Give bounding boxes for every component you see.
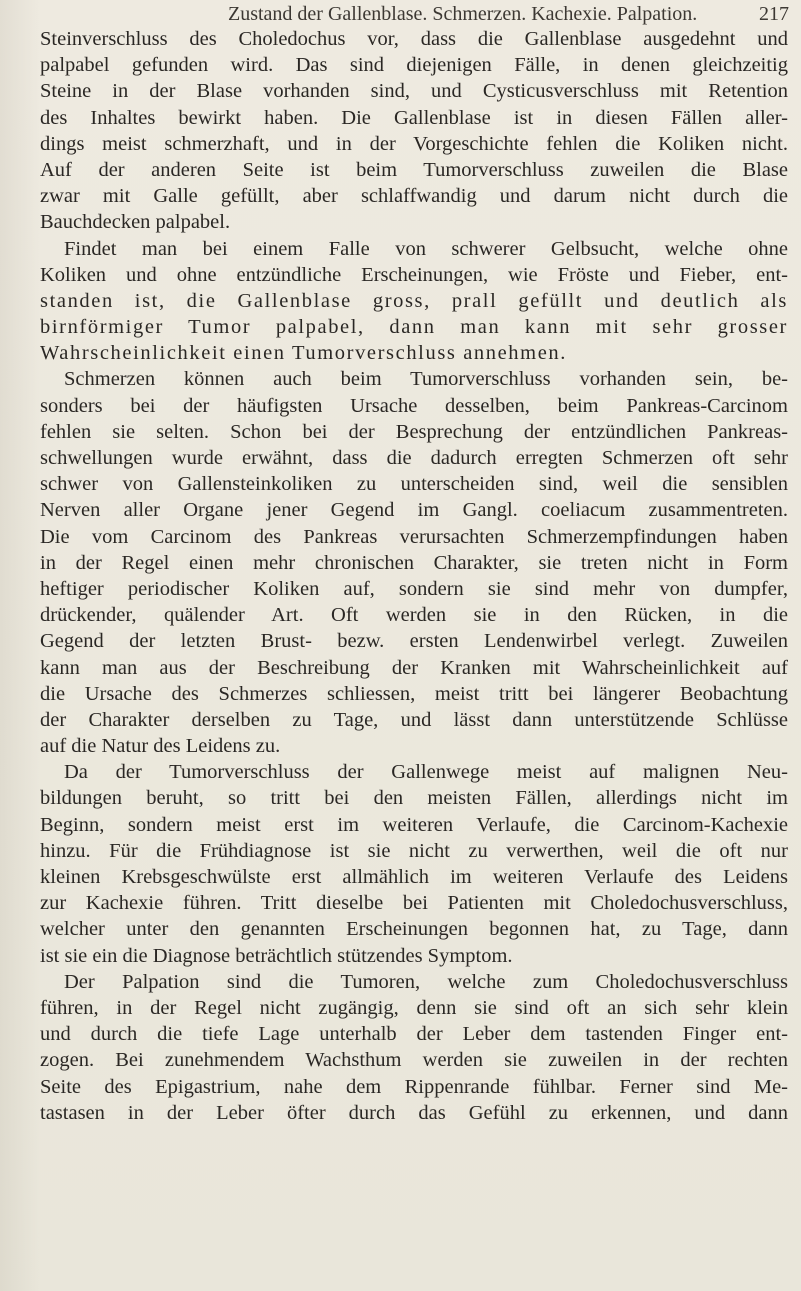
text-line: schwellungen wurde erwähnt, dass die dadurch erregten Schmerzen oft sehr <box>40 447 788 469</box>
text-line: ist sie ein die Diagnose beträchtlich stützendes Symptom. <box>40 944 513 967</box>
text-line: drückender, quälender Art. Oft werden sie in den Rücken, in die <box>40 604 788 627</box>
text-line: dings meist schmerzhaft, und in der Vorgeschichte fehlen die Koliken nicht. <box>40 132 788 155</box>
text-line: und durch die tiefe Lage unterhalb der Leber dem tastenden Finger ent- <box>40 1023 788 1046</box>
text-line: zogen. Bei zunehmendem Wachsthum werden sie zuweilen in der rechten <box>40 1049 788 1072</box>
text-line: führen, in der Regel nicht zugängig, denn sie sind oft an sich sehr klein <box>40 996 788 1019</box>
text-line: Bauchdecken palpabel. <box>40 211 231 234</box>
text-line: Auf der anderen Seite ist beim Tumorverschluss zuweilen die Blase <box>40 158 788 181</box>
text-line: Koliken und ohne entzündliche Erscheinungen, wie Fröste und Fieber, ent- <box>40 263 788 286</box>
text-line: standen ist, die Gallenblase gross, prall gefüllt und deutlich als <box>40 289 788 312</box>
text-line: palpabel gefunden wird. Das sind diejenigen Fälle, in denen gleichzeitig <box>40 54 788 77</box>
text-line: Beginn, sondern meist erst im weiteren Verlaufe, die Carcinom-Kachexie <box>40 813 788 836</box>
paragraph-first-line: Findet man bei einem Falle von schwerer Gelbsucht, welche ohne <box>64 237 788 260</box>
text-line: welcher unter den genannten Erscheinungen begonnen hat, zu Tage, dann <box>40 918 788 941</box>
text-line: Die vom Carcinom des Pankreas verursachten Schmerzempfindungen haben <box>40 525 788 548</box>
text-line: kleinen Krebsgeschwülste erst allmählich im weiteren Verlaufe des Leidens <box>40 866 788 888</box>
paragraph-first-line: Da der Tumorverschluss der Gallenwege meist auf malignen Neu- <box>64 761 788 784</box>
text-line: Steinverschluss des Choledochus vor, dass die Gallenblase ausgedehnt und <box>40 28 788 50</box>
text-line: Gegend der letzten Brust- bezw. ersten Lendenwirbel verlegt. Zuweilen <box>40 630 788 653</box>
text-line: der Charakter derselben zu Tage, und lässt dann unterstützende Schlüsse <box>40 708 788 731</box>
text-line: des Inhaltes bewirkt haben. Die Gallenblase ist in diesen Fällen aller- <box>40 106 788 129</box>
running-head-title: Zustand der Gallenblase. Schmerzen. Kachexie. Palpation. <box>228 3 698 25</box>
text-line: heftiger periodischer Koliken auf, sondern sie sind mehr von dumpfer, <box>40 577 788 600</box>
body-text <box>40 26 788 1126</box>
text-line: schwer von Gallensteinkoliken zu unterscheiden sind, weil die sensiblen <box>40 473 788 496</box>
text-line: sonders bei der häufigsten Ursache desselben, beim Pankreas-Carcinom <box>40 394 788 417</box>
text-line: tastasen in der Leber öfter durch das Gefühl zu erkennen, und dann <box>40 1101 788 1124</box>
text-line: fehlen sie selten. Schon bei der Besprechung der entzündlichen Pankreas- <box>40 420 788 443</box>
text-line: zwar mit Galle gefüllt, aber schlaffwandig und darum nicht durch die <box>40 185 788 208</box>
text-line: bildungen beruht, so tritt bei den meisten Fällen, allerdings nicht im <box>40 787 788 810</box>
paragraph-first-line: Schmerzen können auch beim Tumorverschluss vorhanden sein, be- <box>64 368 788 391</box>
text-line: in der Regel einen mehr chronischen Charakter, sie treten nicht in Form <box>40 551 788 574</box>
page-number: 217 <box>759 3 789 25</box>
text-line: hinzu. Für die Frühdiagnose ist sie nicht zu verwerthen, weil die oft nur <box>40 839 788 862</box>
text-line: birnförmiger Tumor palpabel, dann man kann mit sehr grosser <box>40 316 788 339</box>
text-line: auf die Natur des Leidens zu. <box>40 735 281 758</box>
text-line: Nerven aller Organe jener Gegend im Gangl. coeliacum zusammentreten. <box>40 499 788 522</box>
text-line: die Ursache des Schmerzes schliessen, meist tritt bei längerer Beobachtung <box>40 682 788 705</box>
text-line: Seite des Epigastrium, nahe dem Rippenrande fühlbar. Ferner sind Me- <box>40 1075 788 1098</box>
text-line: zur Kachexie führen. Tritt dieselbe bei Patienten mit Choledochusverschluss, <box>40 892 788 915</box>
text-line: Wahrscheinlichkeit einen Tumorverschluss annehmen. <box>40 342 567 365</box>
text-line: kann man aus der Beschreibung der Kranken mit Wahrscheinlichkeit auf <box>40 656 788 679</box>
text-line: Steine in der Blase vorhanden sind, und Cysticusverschluss mit Retention <box>40 80 788 103</box>
paragraph-first-line: Der Palpation sind die Tumoren, welche zum Choledochusverschluss <box>64 970 788 993</box>
